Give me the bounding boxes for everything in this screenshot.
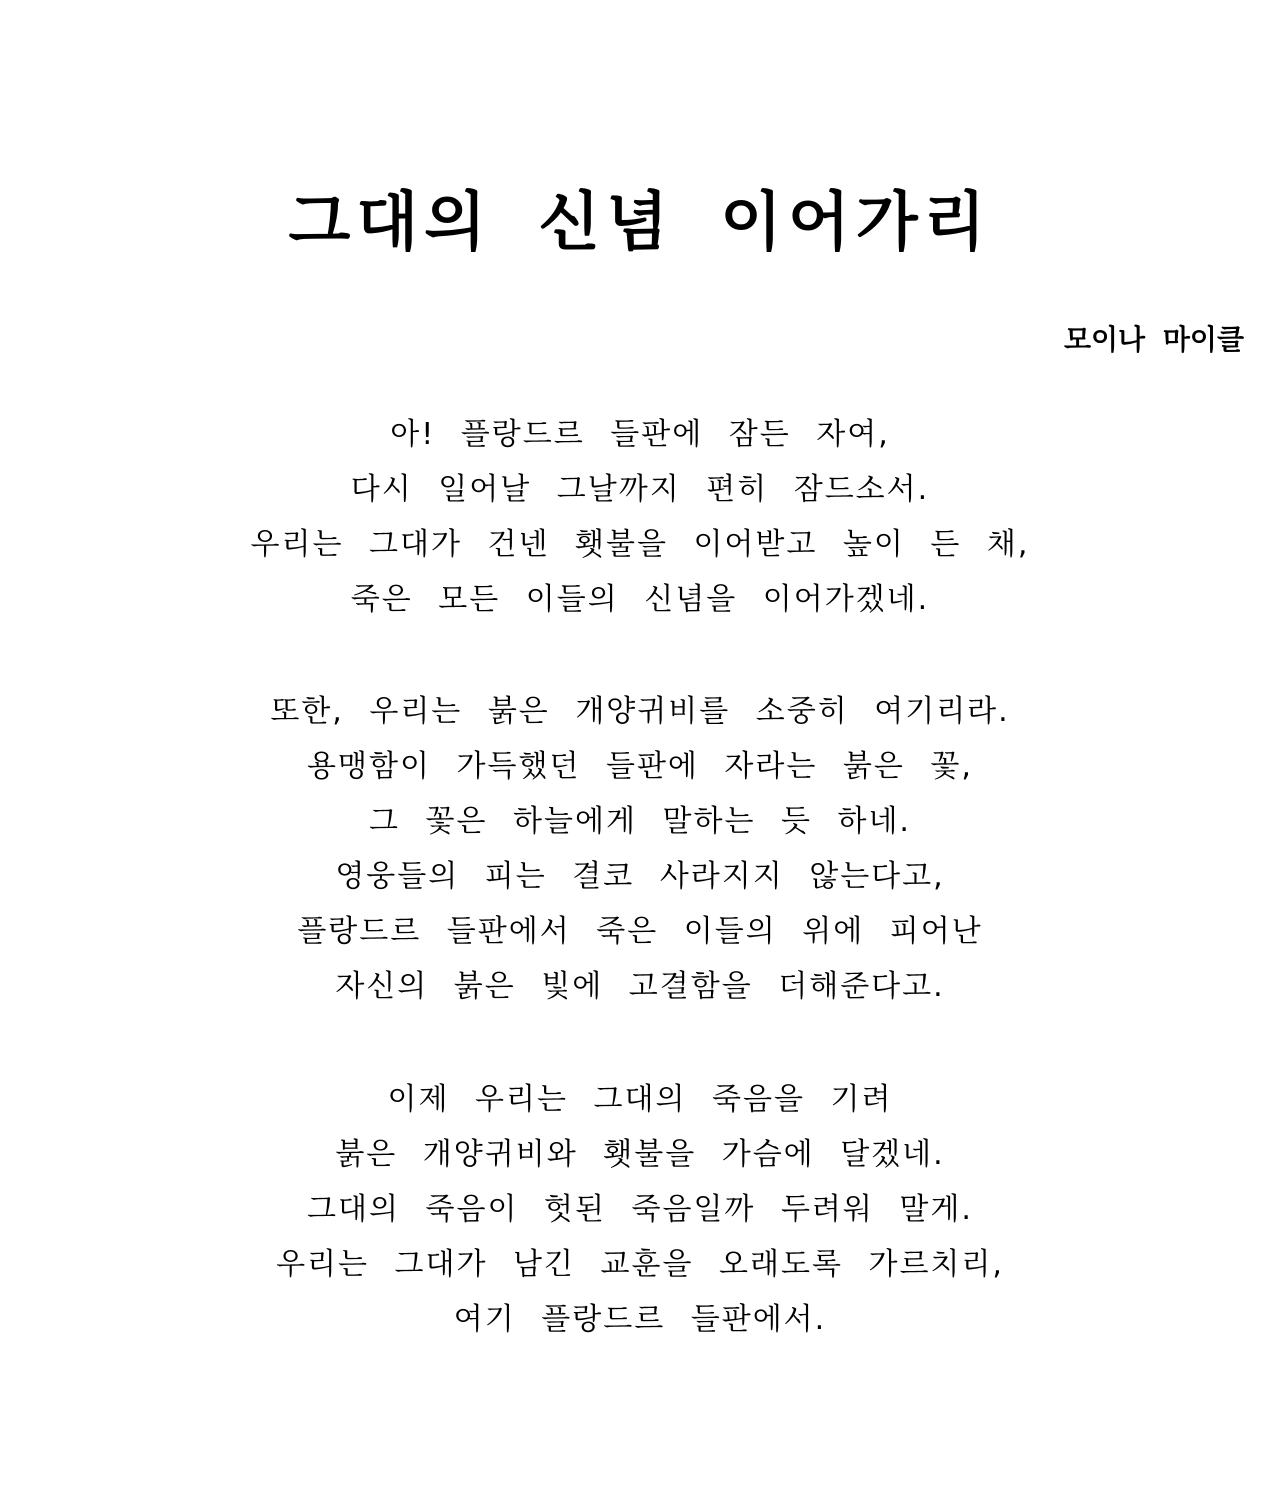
poem-line: 영웅들의 피는 결코 사라지지 않는다고,: [335, 859, 945, 894]
poem-line: 여기 플랑드르 들판에서.: [453, 1302, 827, 1337]
poem-author: 모이나 마이클: [1063, 323, 1244, 356]
poem-stanza: [0, 684, 1280, 1014]
poem-title: 그대의 신념 이어가리: [288, 186, 992, 260]
poem-line: 죽은 모든 이들의 신념을 이어가겠네.: [350, 582, 930, 617]
poem-line: 용맹함이 가득했던 들판에 자라는 붉은 꽃,: [307, 749, 973, 784]
poem-line: 우리는 그대가 건넨 횃불을 이어받고 높이 든 채,: [250, 527, 1030, 562]
poem-stanza: [0, 1072, 1280, 1347]
poem-line: 그 꽃은 하늘에게 말하는 듯 하네.: [369, 804, 911, 839]
poem-line: 붉은 개양귀비와 횃불을 가슴에 달겠네.: [335, 1137, 945, 1172]
poem-line: 우리는 그대가 남긴 교훈을 오래도록 가르치리,: [276, 1247, 1004, 1282]
poem-line: 플랑드르 들판에서 죽은 이들의 위에 피어난: [297, 914, 983, 949]
poem-line: 그대의 죽음이 헛된 죽음일까 두려워 말게.: [307, 1192, 973, 1227]
poem-line: 다시 일어날 그날까지 편히 잠드소서.: [350, 472, 930, 507]
poem-line: 이제 우리는 그대의 죽음을 기려: [387, 1082, 893, 1117]
poem-stanza: [0, 407, 1280, 627]
poem-line: 또한, 우리는 붉은 개양귀비를 소중히 여기리라.: [270, 694, 1010, 729]
poem-line: 자신의 붉은 빛에 고결함을 더해준다고.: [335, 969, 945, 1004]
poem-line: 아! 플랑드르 들판에 잠든 자여,: [390, 417, 890, 452]
